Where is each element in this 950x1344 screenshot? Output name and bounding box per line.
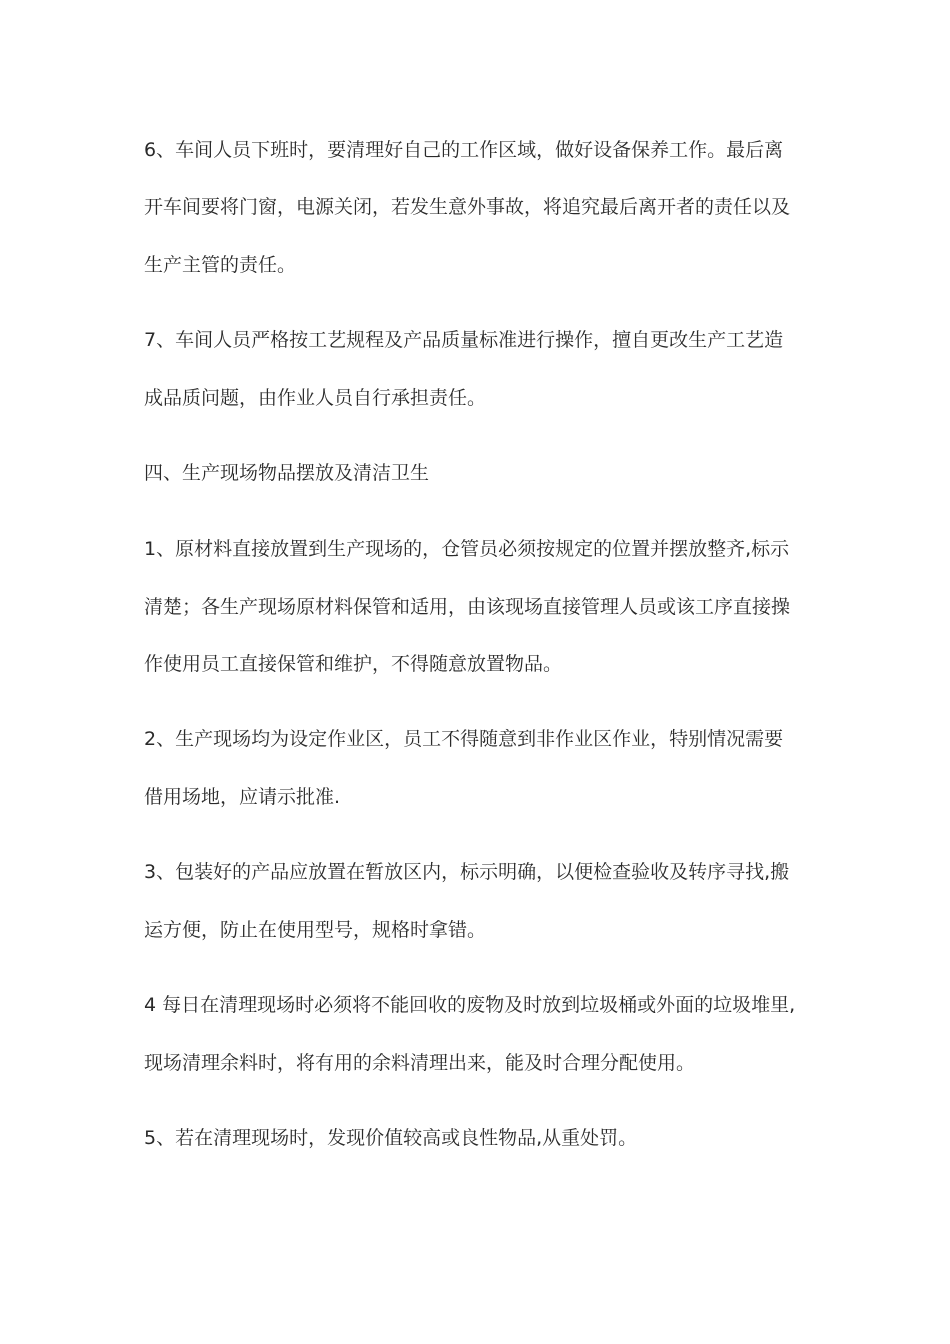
text-line: 运方便，防止在使用型号，规格时拿错。 <box>144 919 487 941</box>
text-line: 作使用员工直接保管和维护，不得随意放置物品。 <box>144 653 563 675</box>
text-line: 2、生产现场均为设定作业区，员工不得随意到非作业区作业，特别情况需要 <box>144 728 784 750</box>
text-line: 清楚；各生产现场原材料保管和适用，由该现场直接管理人员或该工序直接操 <box>144 596 791 618</box>
text-line: 现场清理余料时，将有用的余料清理出来，能及时合理分配使用。 <box>144 1052 696 1074</box>
text-line: 3、包装好的产品应放置在暂放区内，标示明确，以便检查验收及转序寻找,搬 <box>144 861 790 883</box>
text-line: 6、车间人员下班时，要清理好自己的工作区域，做好设备保养工作。最后离 <box>144 139 784 161</box>
text-line: 借用场地，应请示批准. <box>144 786 341 808</box>
text-line: 7、车间人员严格按工艺规程及产品质量标准进行操作，擅自更改生产工艺造 <box>144 329 784 351</box>
section-heading: 四、生产现场物品摆放及清洁卫生 <box>144 462 430 484</box>
text-line: 生产主管的责任。 <box>144 254 297 276</box>
text-line: 开车间要将门窗，电源关闭，若发生意外事故，将追究最后离开者的责任以及 <box>144 196 791 218</box>
text-line: 成品质问题，由作业人员自行承担责任。 <box>144 387 487 409</box>
text-line: 5、若在清理现场时，发现价值较高或良性物品,从重处罚。 <box>144 1127 638 1149</box>
text-line: 1、原材料直接放置到生产现场的，仓管员必须按规定的位置并摆放整齐,标示 <box>144 538 790 560</box>
text-line: 4 每日在清理现场时必须将不能回收的废物及时放到垃圾桶或外面的垃圾堆里, <box>144 994 796 1016</box>
